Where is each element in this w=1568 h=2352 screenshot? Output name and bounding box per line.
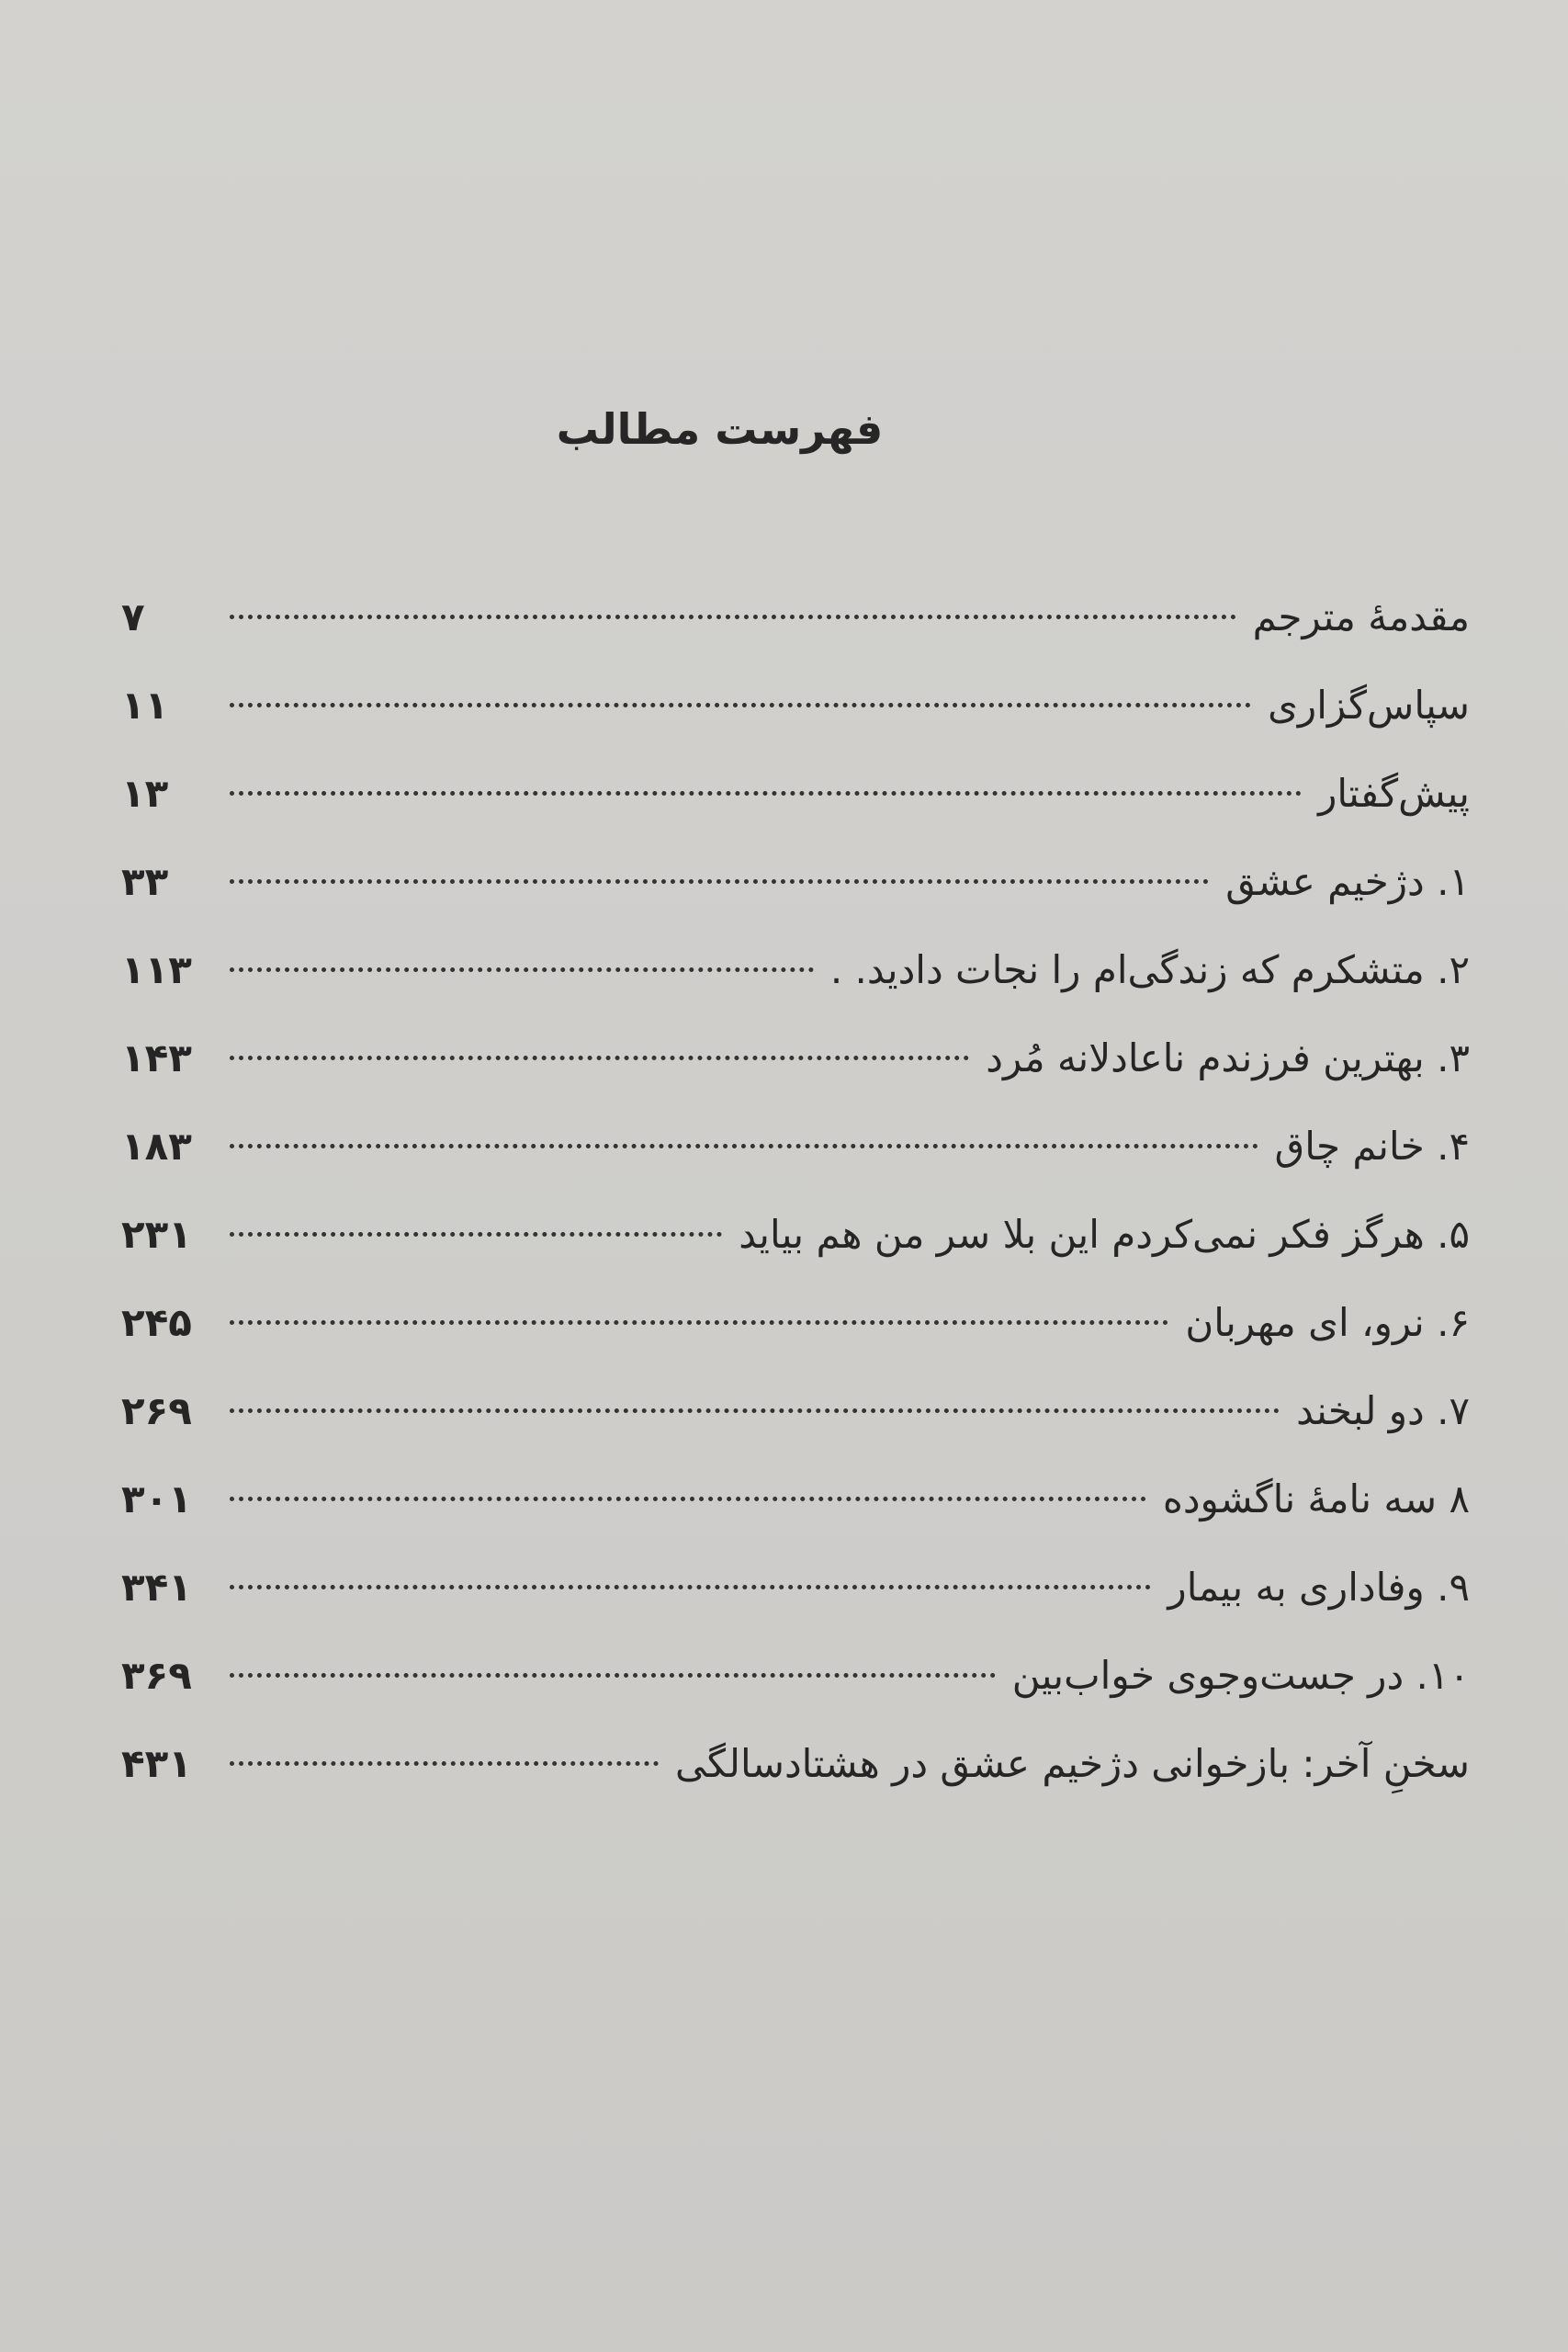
toc-entry-label: ۹. وفاداری به بیمار xyxy=(1168,1565,1470,1610)
toc-entry-page: ۴۳۱ xyxy=(121,1741,192,1786)
toc-entry xyxy=(121,838,1470,926)
dot-leader xyxy=(230,1056,969,1060)
toc-entry-page: ۱۱ xyxy=(121,683,169,728)
toc-entry-page: ۲۶۹ xyxy=(121,1388,192,1433)
toc-entry-label: ۸ سه نامهٔ ناگشوده xyxy=(1162,1476,1470,1521)
toc-entry-page: ۳۳ xyxy=(121,859,169,904)
toc-entry-page: ۳۰۱ xyxy=(121,1476,192,1521)
toc-entry-page: ۱۳ xyxy=(121,771,169,816)
toc-entry-label: سپاس‌گزاری xyxy=(1268,683,1470,728)
toc-entry-page: ۱۴۳ xyxy=(121,1035,192,1080)
toc-entry xyxy=(121,1191,1470,1279)
page-title: فهرست مطالب xyxy=(556,404,884,454)
dot-leader xyxy=(230,1408,1280,1413)
toc-entry-label: پیش‌گفتار xyxy=(1318,771,1470,816)
toc-entry-page: ۲۴۵ xyxy=(121,1300,192,1345)
toc-entry-label: ۴. خانم چاق xyxy=(1274,1124,1470,1169)
toc-entry xyxy=(121,750,1470,838)
dot-leader xyxy=(230,1585,1151,1589)
dot-leader xyxy=(230,1761,659,1766)
dot-leader xyxy=(230,1144,1258,1148)
toc-entry-page: ۳۴۱ xyxy=(121,1565,192,1610)
toc-entry xyxy=(121,1279,1470,1367)
toc-entry xyxy=(121,1720,1470,1808)
dot-leader xyxy=(230,879,1209,884)
toc-entry-label: ۷. دو لبخند xyxy=(1296,1388,1470,1433)
dot-leader xyxy=(230,615,1236,619)
toc-entry xyxy=(121,1544,1470,1632)
table-of-contents xyxy=(121,573,1470,1808)
toc-entry-page: ۷ xyxy=(121,594,145,639)
dot-leader xyxy=(230,791,1302,796)
dot-leader xyxy=(230,1232,722,1237)
toc-entry-label: ۳. بهترین فرزندم ناعادلانه مُرد xyxy=(986,1035,1470,1080)
toc-entry xyxy=(121,1014,1470,1102)
dot-leader xyxy=(230,1673,996,1678)
toc-entry-label: ۵. هرگز فکر نمی‌کردم این بلا سر من هم بیاید xyxy=(739,1212,1470,1257)
toc-entry-label: سخنِ آخر: بازخوانی دژخیم عشق در هشتادسالگی xyxy=(674,1741,1470,1786)
toc-entry xyxy=(121,1632,1470,1720)
toc-entry-label: ۱. دژخیم عشق xyxy=(1225,859,1470,904)
toc-entry-page: ۳۶۹ xyxy=(121,1653,192,1698)
toc-entry-page: ۱۱۳ xyxy=(121,947,192,992)
toc-entry-label: ۲. متشکرم که زندگی‌ام را نجات دادید. . xyxy=(829,947,1470,992)
toc-entry-page: ۱۸۳ xyxy=(121,1124,192,1169)
toc-entry xyxy=(121,1102,1470,1191)
toc-entry xyxy=(121,926,1470,1014)
toc-entry xyxy=(121,662,1470,750)
dot-leader xyxy=(230,703,1251,707)
toc-entry xyxy=(121,573,1470,662)
toc-entry-label: مقدمهٔ مترجم xyxy=(1252,594,1470,639)
toc-entry-label: ۶. نرو، ای مهربان xyxy=(1185,1300,1470,1345)
toc-entry xyxy=(121,1455,1470,1544)
dot-leader xyxy=(230,1497,1146,1501)
dot-leader xyxy=(230,1320,1168,1325)
dot-leader xyxy=(230,967,814,972)
toc-entry xyxy=(121,1367,1470,1455)
toc-entry-page: ۲۳۱ xyxy=(121,1212,192,1257)
toc-entry-label: ۱۰. در جست‌وجوی خواب‌بین xyxy=(1011,1653,1470,1698)
